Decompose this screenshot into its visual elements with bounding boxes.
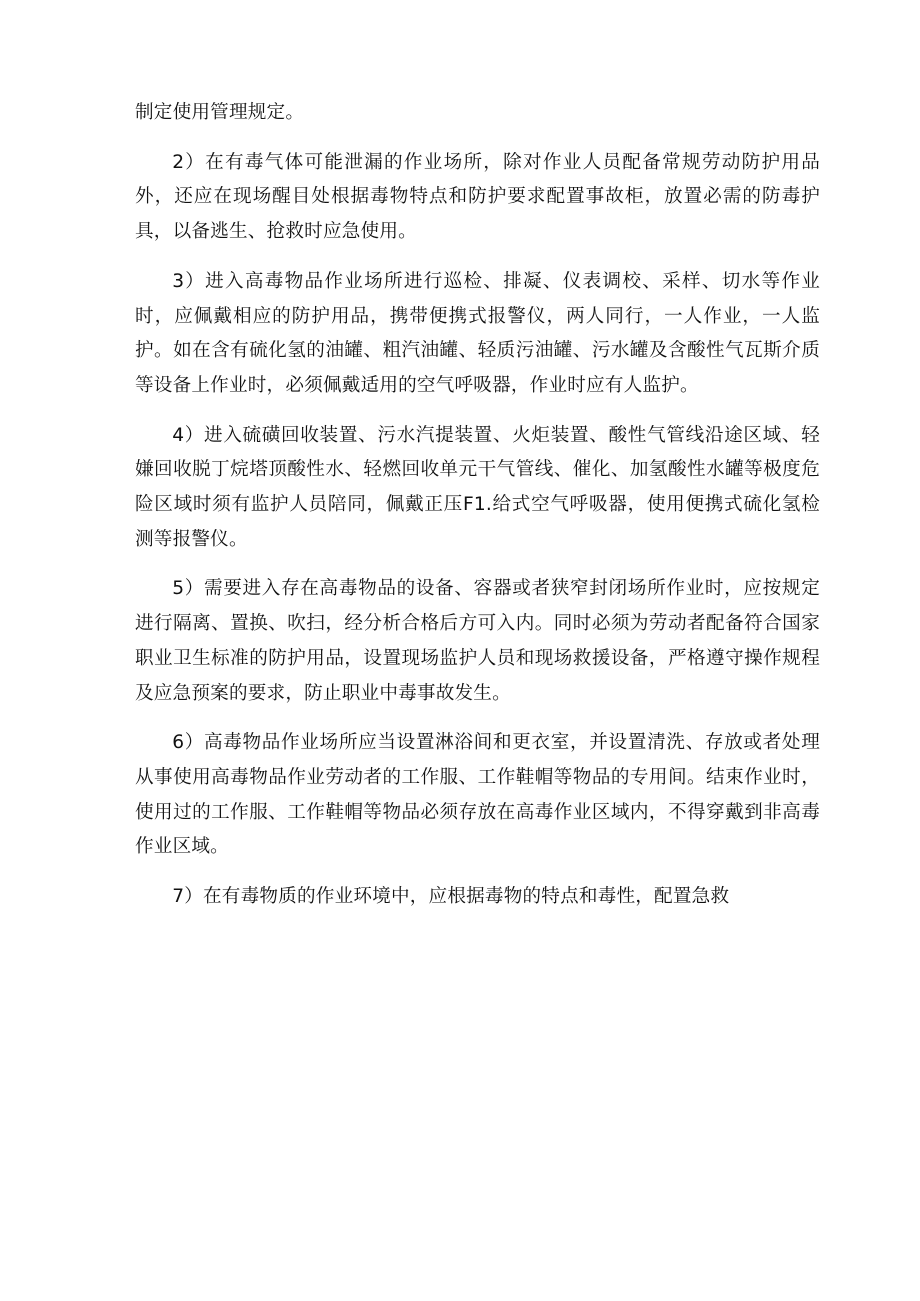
- paragraph-item-5: 5）需要进入存在高毒物品的设备、容器或者狭窄封闭场所作业时，应按规定进行隔离、置换、吹扫，经分析合格后方可入内。同时必须为劳动者配备符合国家职业卫生标准的防护用品，设置现场监护人员和现场救援设备，严格遵守操作规程及应急预案的要求，防止职业中毒事故发生。: [135, 578, 820, 704]
- paragraph-item-4: 4）进入硫磺回收装置、污水汽提装置、火炬装置、酸性气管线沿途区域、轻嫌回收脱丁烷塔顶酸性水、轻燃回收单元干气管线、催化、加氢酸性水罐等极度危险区域时须有监护人员陪同，佩戴正压F1.给式空气呼吸器，使用便携式硫化氢检测等报警仪。: [135, 424, 820, 550]
- paragraph-item-6: 6）高毒物品作业场所应当设置淋浴间和更衣室，并设置清洗、存放或者处理从事使用高毒物品作业劳动者的工作服、工作鞋帽等物品的专用间。结束作业时，使用过的工作服、工作鞋帽等物品必须存放在高毒作业区域内，不得穿戴到非高毒作业区域。: [135, 732, 820, 858]
- paragraph-item-7: 7）在有毒物质的作业环境中，应根据毒物的特点和毒性，配置急救: [172, 886, 730, 908]
- paragraph-item-3: 3）进入高毒物品作业场所进行巡检、排凝、仪表调校、采样、切水等作业时，应佩戴相应的防护用品，携带便携式报警仪，两人同行，一人作业，一人监护。如在含有硫化氢的油罐、粗汽油罐、轻质污油罐、污水罐及含酸性气瓦斯介质等设备上作业时，必须佩戴适用的空气呼吸器，作业时应有人监护。: [135, 270, 820, 396]
- paragraph-item-2: 2）在有毒气体可能泄漏的作业场所，除对作业人员配备常规劳动防护用品外，还应在现场醒目处根据毒物特点和防护要求配置事故柜，放置必需的防毒护具，以备逃生、抢救时应急使用。: [135, 151, 820, 243]
- paragraph-continuation: 制定使用管理规定。: [135, 102, 305, 123]
